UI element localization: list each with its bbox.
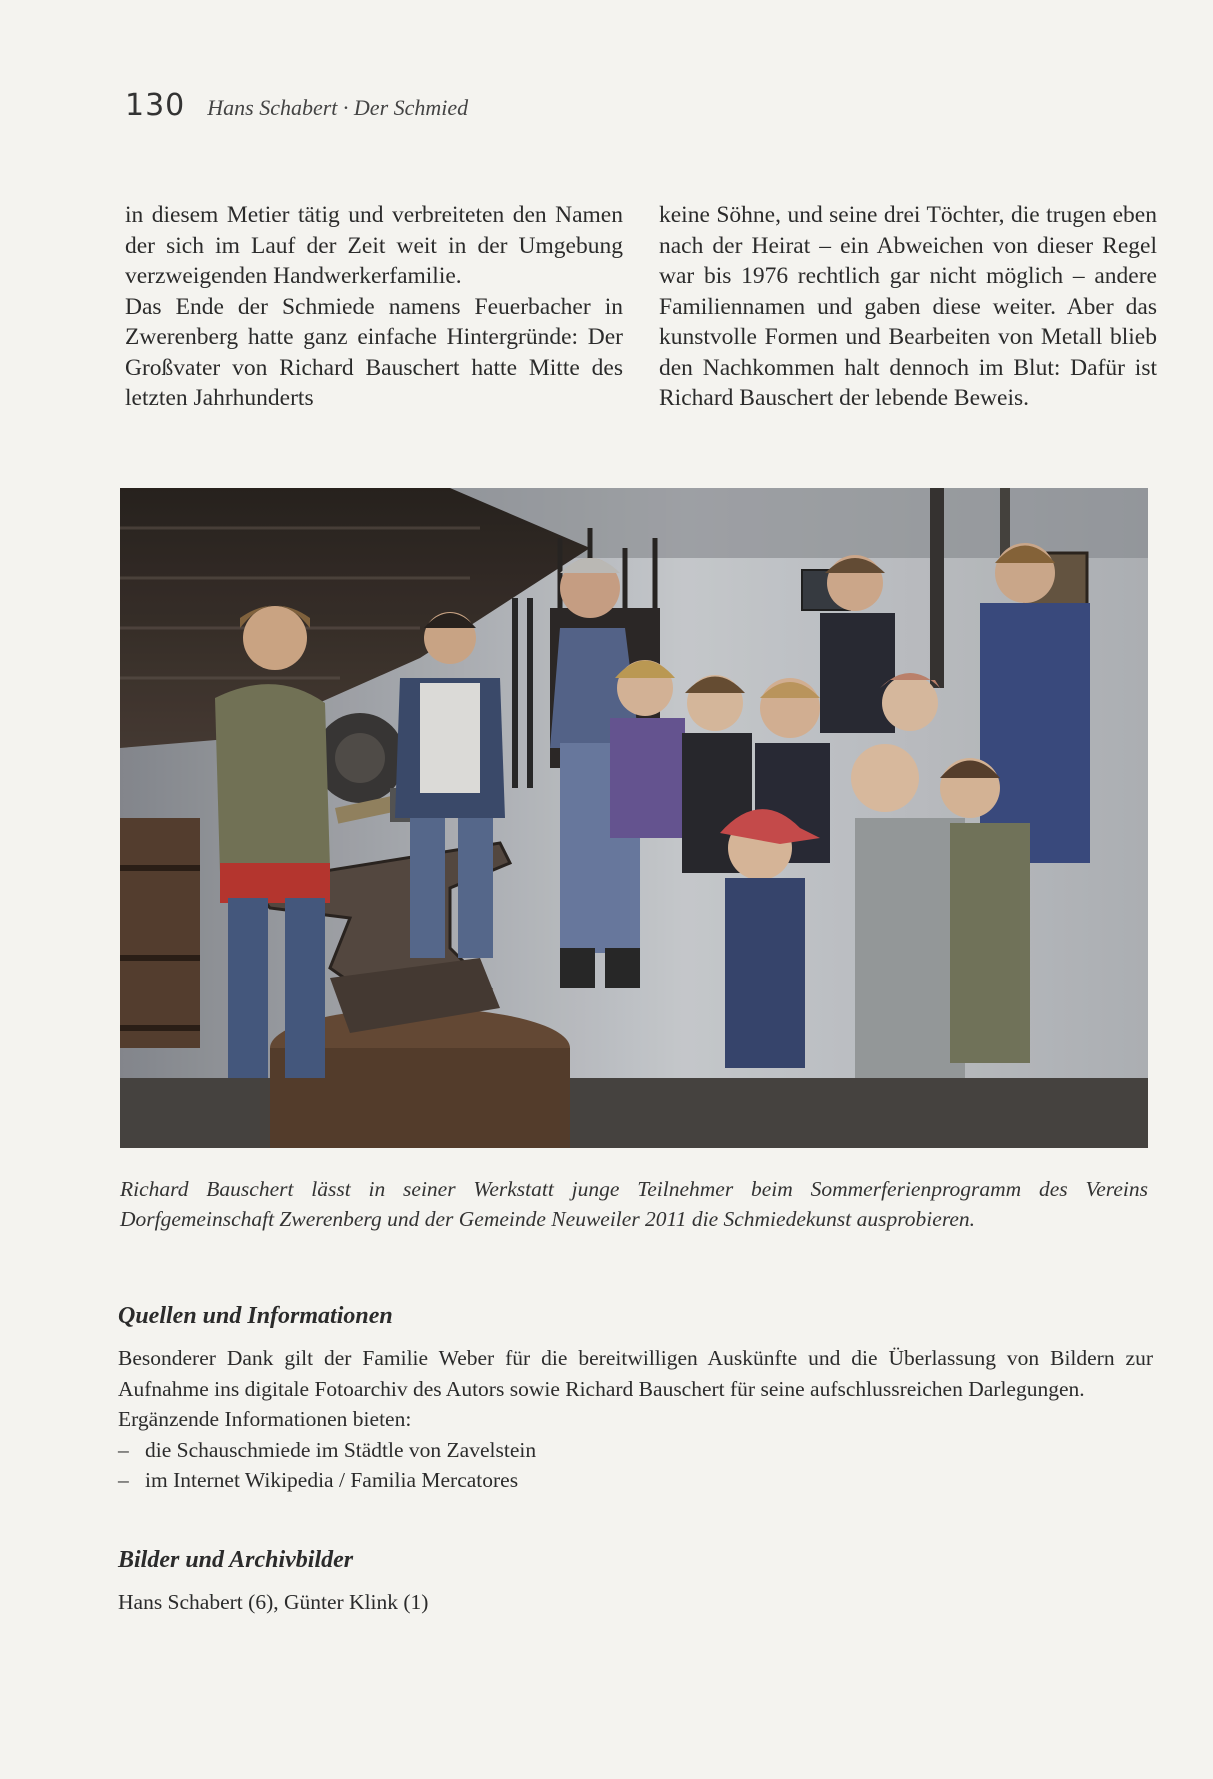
dash-bullet: –: [118, 1437, 129, 1462]
right-paragraph-1: keine Söhne, und seine drei Töchter, die trugen eben nach der Heirat – ein Abweichen von dieser Regel war bis 1976 rechtlich gar nicht möglich – andere Familiennamen und gaben diese weiter. Aber das kunstvolle Formen und Bearbeiten von Metall blieb den Nachkommen halt dennoch im Blut: Dafür ist Richard Bauschert der lebende Beweis.: [659, 202, 1157, 411]
left-column: [125, 200, 623, 414]
image-credits: Hans Schabert (6), Günter Klink (1): [118, 1590, 429, 1614]
photo-caption: Richard Bauschert lässt in seiner Werkstatt junge Teilnehmer beim Sommerferienprogramm des Vereins Dorfgemeinschaft Zwerenberg und der Gemeinde Neuweiler 2011 die Schmiedekunst ausprobieren.: [120, 1177, 1148, 1231]
page-header: [125, 88, 468, 128]
right-column: [659, 200, 1157, 414]
list-item-text: im Internet Wikipedia / Familia Mercatores: [145, 1468, 519, 1492]
sources-paragraph: Besonderer Dank gilt der Familie Weber für die bereitwilligen Auskünfte und die Überlassung von Bildern zur Aufnahme ins digitale Fotoarchiv des Autors sowie Richard Bauschert für seine aufschlussreichen Darlegungen.: [118, 1346, 1153, 1401]
dash-bullet: –: [118, 1468, 129, 1492]
sources-body: [118, 1343, 1153, 1496]
left-paragraph-2: Das Ende der Schmiede namens Feuerbacher in Zwerenberg hatte ganz einfache Hintergründe: Der Großvater von Richard Bauschert hatte Mitte des letzten Jahrhunderts: [125, 293, 623, 411]
sources-list: [118, 1435, 1153, 1496]
list-item: [118, 1435, 1153, 1466]
two-column-text: [125, 200, 1157, 414]
sources-title: Quellen und Informationen: [118, 1303, 393, 1329]
images-title: Bilder und Archivbilder: [118, 1547, 354, 1573]
list-item: [118, 1465, 1153, 1496]
workshop-photo: [120, 488, 1148, 1148]
workshop-photo-illustration: [120, 488, 1148, 1148]
left-paragraph-1: in diesem Metier tätig und verbreiteten den Namen der sich im Lauf der Zeit weit in der Umgebung verzweigenden Handwerkerfamilie.: [125, 202, 623, 289]
list-item-text: die Schauschmiede im Städtle von Zavelstein: [145, 1437, 537, 1462]
running-head: Hans Schabert · Der Schmied: [207, 95, 469, 120]
sources-intro: Ergänzende Informationen bieten:: [118, 1407, 412, 1431]
page-number: 130: [125, 88, 186, 123]
